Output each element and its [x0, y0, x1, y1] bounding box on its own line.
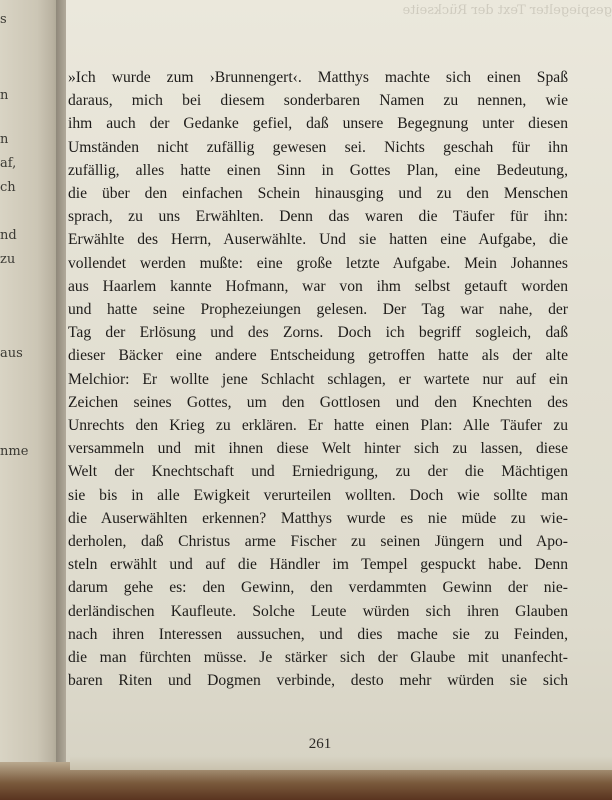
text-line: und hatte seine Prophezeiungen gelesen. Der Tag war nahe, der [68, 301, 568, 319]
left-page-fragment: ch [0, 180, 16, 195]
text-line: sie bis in alle Ewigkeit verurteilen wollten. Doch wie sollte man [68, 486, 568, 504]
text-line: derländischen Kaufleute. Solche Leute würden sich ihren Glauben [68, 602, 568, 620]
text-line: die man fürchten müsse. Je stärker sich der Glaube mit unanfecht- [68, 649, 568, 667]
text-line: vollendet werden mußte: eine große letzte Aufgabe. Mein Johannes [68, 254, 568, 272]
text-line: Tag der Erlösung und des Zorns. Doch ich begriff sogleich, daß [68, 324, 568, 342]
left-page-fragment: zu [0, 252, 16, 267]
text-line: sprach, zu uns Erwählten. Denn das waren die Täufer für ihn: [68, 208, 568, 226]
text-line: Melchior: Er wollte jene Schlacht schlagen, er wartete nur auf ein [68, 370, 568, 388]
text-line: Welt der Knechtschaft und Erniedrigung, zu der die Mächtigen [68, 463, 568, 481]
text-line: baren Riten und Dogmen verbinde, desto mehr würden sie sich [68, 672, 568, 690]
page-bottom-edge [70, 756, 612, 770]
text-line: versammeln und mit ihnen diese Welt hinter sich zu lassen, diese [68, 440, 568, 458]
body-text [68, 66, 568, 692]
text-line: steln erwählt und auf die Händler im Tempel gespuckt habe. Denn [68, 556, 568, 574]
text-line: die Auserwählten erkennen? Matthys wurde es nie müde zu wie- [68, 509, 568, 527]
left-page-fragment: nd [0, 228, 17, 243]
text-line: ihm auch der Gedanke gefiel, daß unsere Begegnung unter diesen [68, 115, 568, 133]
text-line: die über den einfachen Schein hinausging und zu den Menschen [68, 185, 568, 203]
text-line: zufällig, alles hatte einen Sinn in Gottes Plan, eine Bedeutung, [68, 161, 568, 179]
left-page-fragment: n [0, 88, 9, 103]
bleed-through-text: gespiegelter Text der Rückseite [402, 3, 612, 18]
text-line: nach ihren Interessen aussuchen, und dies mache sie zu Feinden, [68, 625, 568, 643]
left-page-fragment: af, [0, 156, 17, 171]
left-page-fragment: s [0, 12, 7, 27]
left-page-fragment: aus [0, 346, 23, 361]
left-page-fragment: nme [0, 444, 29, 459]
page-number: 261 [308, 736, 332, 752]
text-line: Zeichen seines Gottes, um den Gottlosen und den Knechten des [68, 393, 568, 411]
text-line: daraus, mich bei diesem sonderbaren Namen zu nennen, wie [68, 92, 568, 110]
left-page [0, 0, 62, 800]
text-line: Erwählte des Herrn, Auserwählte. Und sie hatten eine Aufgabe, die [68, 231, 568, 249]
text-line: aus Haarlem kannte Hofmann, war von ihm selbst getauft worden [68, 277, 568, 295]
text-line: darum gehe es: den Gewinn, den verdammten Gewinn der nie- [68, 579, 568, 597]
text-line: dieser Bäcker eine andere Entscheidung getroffen hatte als der alte [68, 347, 568, 365]
text-line: derholen, daß Christus arme Fischer zu seinen Jüngern und Apo- [68, 533, 568, 551]
text-line: »Ich wurde zum ›Brunnengert‹. Matthys machte sich einen Spaß [68, 69, 568, 86]
text-line: Unrechts den Krieg zu erklären. Er hatte einen Plan: Alle Täufer zu [68, 417, 568, 435]
left-page-fragment: n [0, 132, 9, 147]
text-line: Umständen nicht zufällig gewesen sei. Nichts geschah für ihn [68, 138, 568, 156]
